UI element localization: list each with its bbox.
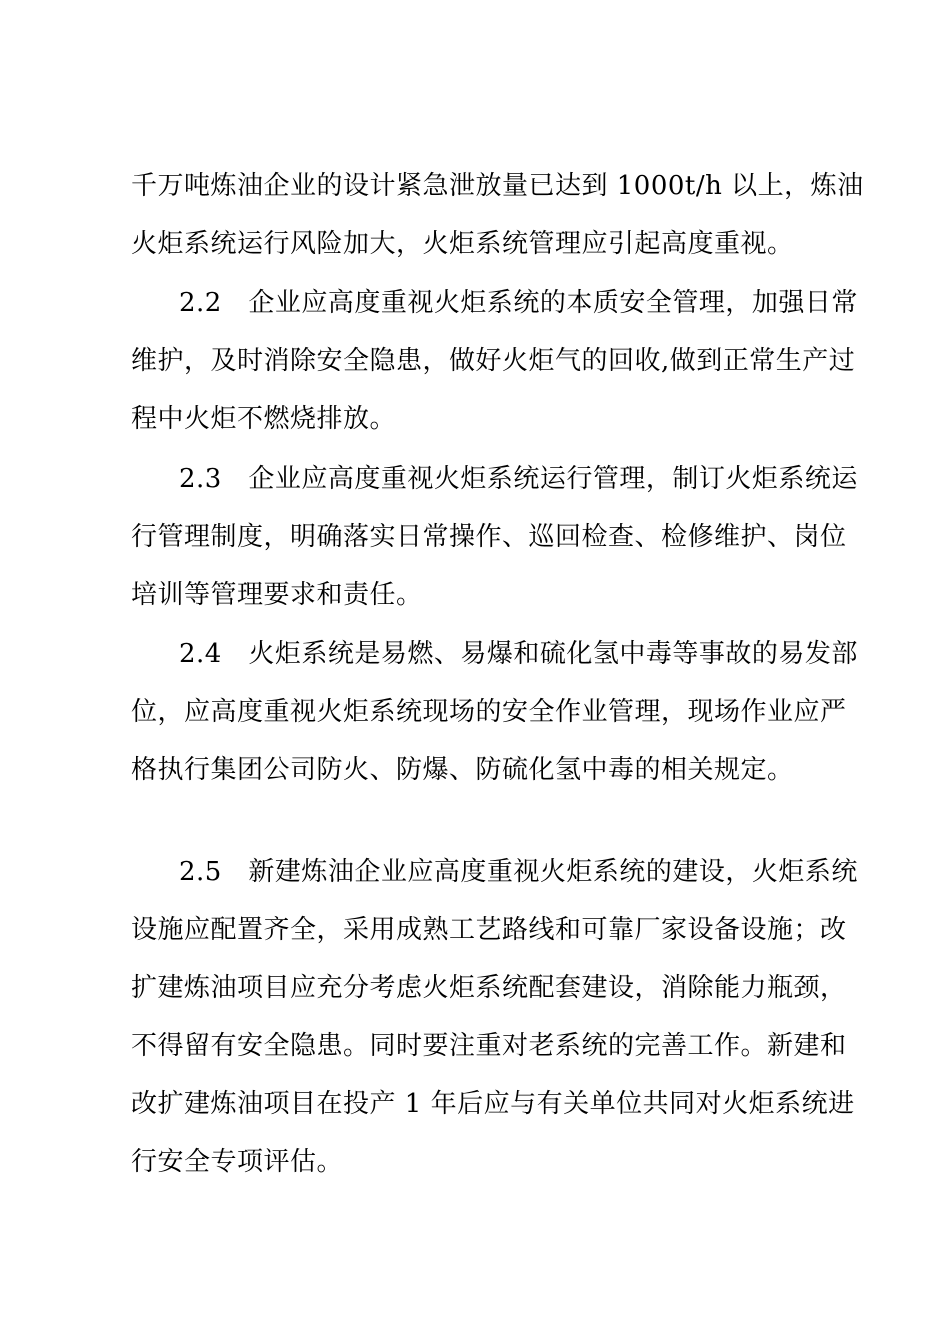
paragraph-2-4 <box>131 625 858 799</box>
text-line: 2.4 火炬系统是易燃、易爆和硫化氢中毒等事故的易发部 <box>179 639 858 669</box>
text-line: 维护，及时消除安全隐患，做好火炬气的回收,做到正常生产过 <box>131 346 856 376</box>
paragraph-2-2 <box>131 274 858 448</box>
text-line: 2.2 企业应高度重视火炬系统的本质安全管理，加强日常 <box>179 288 858 318</box>
text-line: 火炬系统运行风险加大，火炬系统管理应引起高度重视。 <box>131 229 794 259</box>
text-line: 格执行集团公司防火、防爆、防硫化氢中毒的相关规定。 <box>131 755 794 785</box>
paragraph-2-5 <box>131 843 858 1191</box>
text-line: 设施应配置齐全，采用成熟工艺路线和可靠厂家设备设施；改 <box>131 915 847 945</box>
text-line: 培训等管理要求和责任。 <box>131 580 423 610</box>
paragraph-flare-risk <box>131 157 864 273</box>
paragraph-2-3 <box>131 450 858 624</box>
text-line: 改扩建炼油项目在投产 1 年后应与有关单位共同对火炬系统进 <box>131 1089 855 1119</box>
text-line: 位，应高度重视火炬系统现场的安全作业管理，现场作业应严 <box>131 697 847 727</box>
text-line: 行管理制度，明确落实日常操作、巡回检查、检修维护、岗位 <box>131 522 847 552</box>
text-line: 不得留有安全隐患。同时要注重对老系统的完善工作。新建和 <box>131 1031 847 1061</box>
text-line: 2.3 企业应高度重视火炬系统运行管理，制订火炬系统运 <box>179 464 858 494</box>
text-line: 程中火炬不燃烧排放。 <box>131 404 397 434</box>
text-line: 行安全专项评估。 <box>131 1147 344 1177</box>
text-line: 千万吨炼油企业的设计紧急泄放量已达到 1000t/h 以上，炼油 <box>131 171 864 201</box>
text-line: 2.5 新建炼油企业应高度重视火炬系统的建设，火炬系统 <box>179 857 858 887</box>
text-line: 扩建炼油项目应充分考虑火炬系统配套建设，消除能力瓶颈， <box>131 973 847 1003</box>
